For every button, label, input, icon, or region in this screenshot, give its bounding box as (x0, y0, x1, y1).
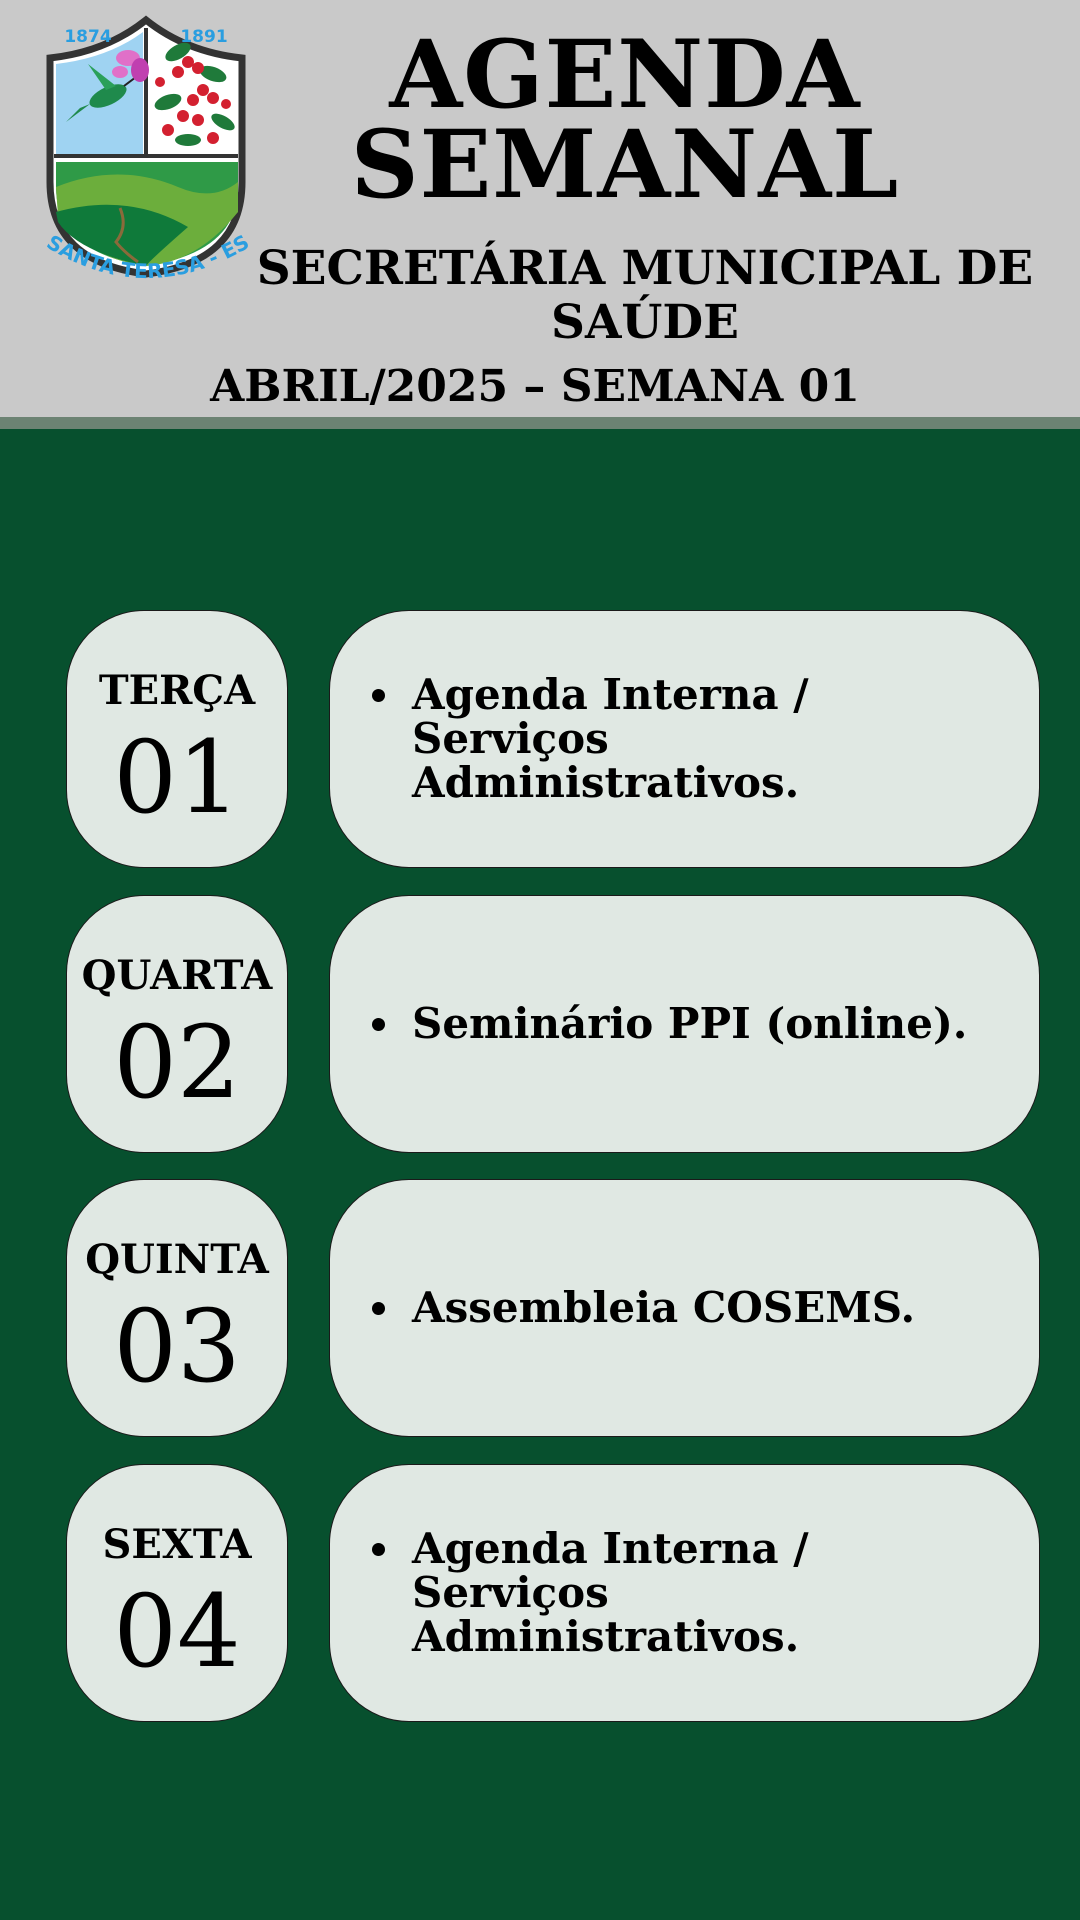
event-text-line1: Assembleia COSEMS. (412, 1283, 916, 1332)
event-item (370, 1524, 1009, 1661)
week-label: ABRIL/2025 – SEMANA 01 (210, 361, 860, 412)
event-item (370, 670, 1009, 807)
event-text-line1: Agenda Interna / Serviços (412, 670, 809, 763)
event-list (370, 999, 1009, 1048)
logo-year-right: 1891 (180, 27, 228, 47)
day-card-friday (66, 1464, 288, 1722)
logo-year-left: 1874 (64, 27, 112, 47)
event-text-line2: Administrativos. (412, 758, 800, 807)
day-number: 02 (113, 1004, 241, 1121)
event-list (370, 1524, 1009, 1661)
page-title (300, 20, 950, 220)
day-name: TERÇA (98, 667, 256, 714)
day-card-wednesday (66, 895, 288, 1153)
day-number: 03 (113, 1288, 241, 1405)
event-card-wednesday (329, 895, 1040, 1153)
event-list (370, 670, 1009, 807)
page-title-line2: SEMANAL (350, 110, 900, 220)
day-name: QUINTA (85, 1236, 269, 1283)
event-text-line1: Agenda Interna / Serviços (412, 1524, 809, 1617)
event-item (370, 999, 1009, 1048)
event-list (370, 1283, 1009, 1332)
event-text-line1: Seminário PPI (online). (412, 999, 968, 1048)
event-text-line2: Administrativos. (412, 1612, 800, 1661)
event-card-thursday (329, 1179, 1040, 1437)
day-number: 01 (113, 719, 241, 836)
event-item (370, 1283, 1009, 1332)
event-card-friday (329, 1464, 1040, 1722)
page-title-line1: AGENDA (389, 20, 861, 130)
header-divider (0, 417, 1080, 429)
subtitle-line1: SECRETÁRIA MUNICIPAL DE (256, 241, 1034, 296)
santa-teresa-coat-of-arms-logo (28, 12, 262, 304)
day-card-thursday (66, 1179, 288, 1437)
day-name: SEXTA (102, 1521, 252, 1568)
day-name: QUARTA (81, 952, 273, 999)
day-card-tuesday (66, 610, 288, 868)
event-card-tuesday (329, 610, 1040, 868)
logo-city-name: SANTA TERESA - ES (42, 229, 254, 284)
subtitle-line2: SAÚDE (551, 295, 739, 350)
department-subtitle (255, 242, 1035, 350)
day-number: 04 (113, 1573, 241, 1690)
